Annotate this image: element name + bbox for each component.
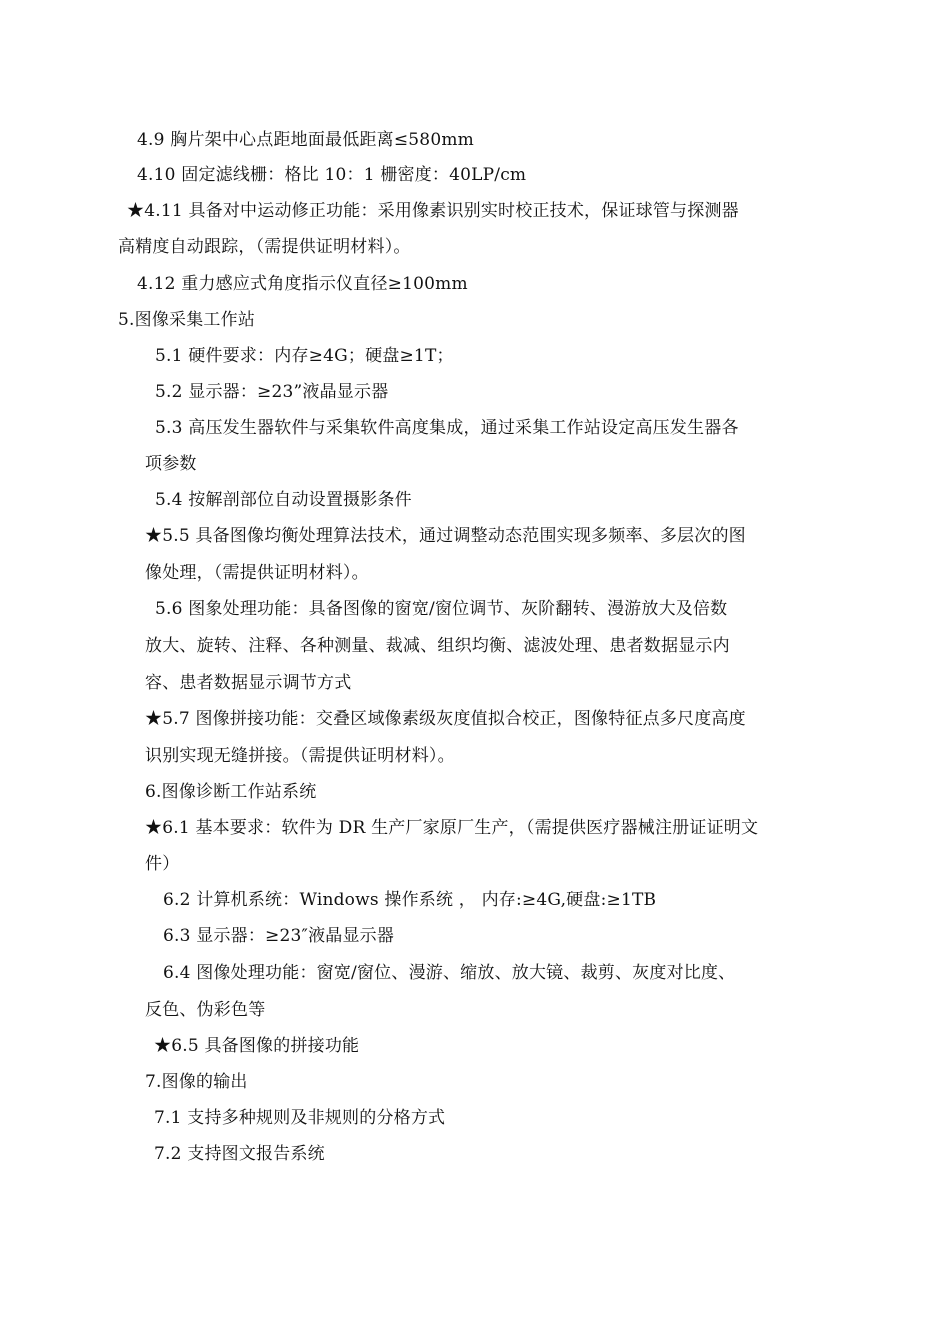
- text-line: ★5.5 具备图像均衡处理算法技术，通过调整动态范围实现多频率、多层次的图: [145, 526, 746, 546]
- text-line: 5.3 高压发生器软件与采集软件高度集成，通过采集工作站设定高压发生器各: [155, 418, 739, 438]
- text-line: 5.2 显示器：≥23”液晶显示器: [155, 382, 389, 402]
- text-line: ★6.1 基本要求：软件为 DR 生产厂家原厂生产，（需提供医疗器械注册证证明文: [145, 818, 759, 838]
- text-line: 反色、伪彩色等: [145, 1000, 266, 1020]
- text-line: 件）: [145, 854, 180, 874]
- text-line: 4.9 胸片架中心点距地面最低距离≤580mm: [137, 130, 474, 150]
- text-line: 像处理，（需提供证明材料）。: [145, 563, 369, 583]
- text-line: ★6.5 具备图像的拼接功能: [154, 1036, 360, 1056]
- text-line: 容、患者数据显示调节方式: [145, 673, 352, 693]
- text-line: 7.1 支持多种规则及非规则的分格方式: [154, 1108, 446, 1128]
- text-line: 6.3 显示器：≥23″液晶显示器: [163, 926, 395, 946]
- section-heading: 6.图像诊断工作站系统: [145, 782, 317, 802]
- text-line: 6.4 图像处理功能：窗宽/窗位、漫游、缩放、放大镜、裁剪、灰度对比度、: [163, 963, 736, 983]
- text-line: 6.2 计算机系统：Windows 操作系统 ， 内存:≥4G,硬盘:≥1TB: [163, 890, 657, 910]
- text-line: 7.2 支持图文报告系统: [154, 1144, 325, 1164]
- text-line: 4.12 重力感应式角度指示仪直径≥100mm: [137, 274, 468, 294]
- text-line: 识别实现无缝拼接。（需提供证明材料）。: [145, 746, 455, 766]
- text-line: 高精度自动跟踪，（需提供证明材料）。: [118, 237, 411, 257]
- text-line: 5.1 硬件要求：内存≥4G；硬盘≥1T；: [155, 346, 454, 366]
- text-line: ★5.7 图像拼接功能：交叠区域像素级灰度值拟合校正，图像特征点多尺度高度: [145, 709, 746, 729]
- text-line: 放大、旋转、注释、各种测量、裁减、组织均衡、滤波处理、患者数据显示内: [145, 636, 730, 656]
- text-line: 5.6 图象处理功能：具备图像的窗宽/窗位调节、灰阶翻转、漫游放大及倍数: [155, 599, 728, 619]
- text-line: ★4.11 具备对中运动修正功能：采用像素识别实时校正技术，保证球管与探测器: [127, 201, 739, 221]
- section-heading: 7.图像的输出: [145, 1072, 248, 1092]
- text-line: 项参数: [145, 454, 197, 474]
- text-line: 4.10 固定滤线栅：格比 10：1 栅密度：40LP/cm: [137, 165, 527, 185]
- section-heading: 5.图像采集工作站: [118, 310, 256, 330]
- text-line: 5.4 按解剖部位自动设置摄影条件: [155, 490, 412, 510]
